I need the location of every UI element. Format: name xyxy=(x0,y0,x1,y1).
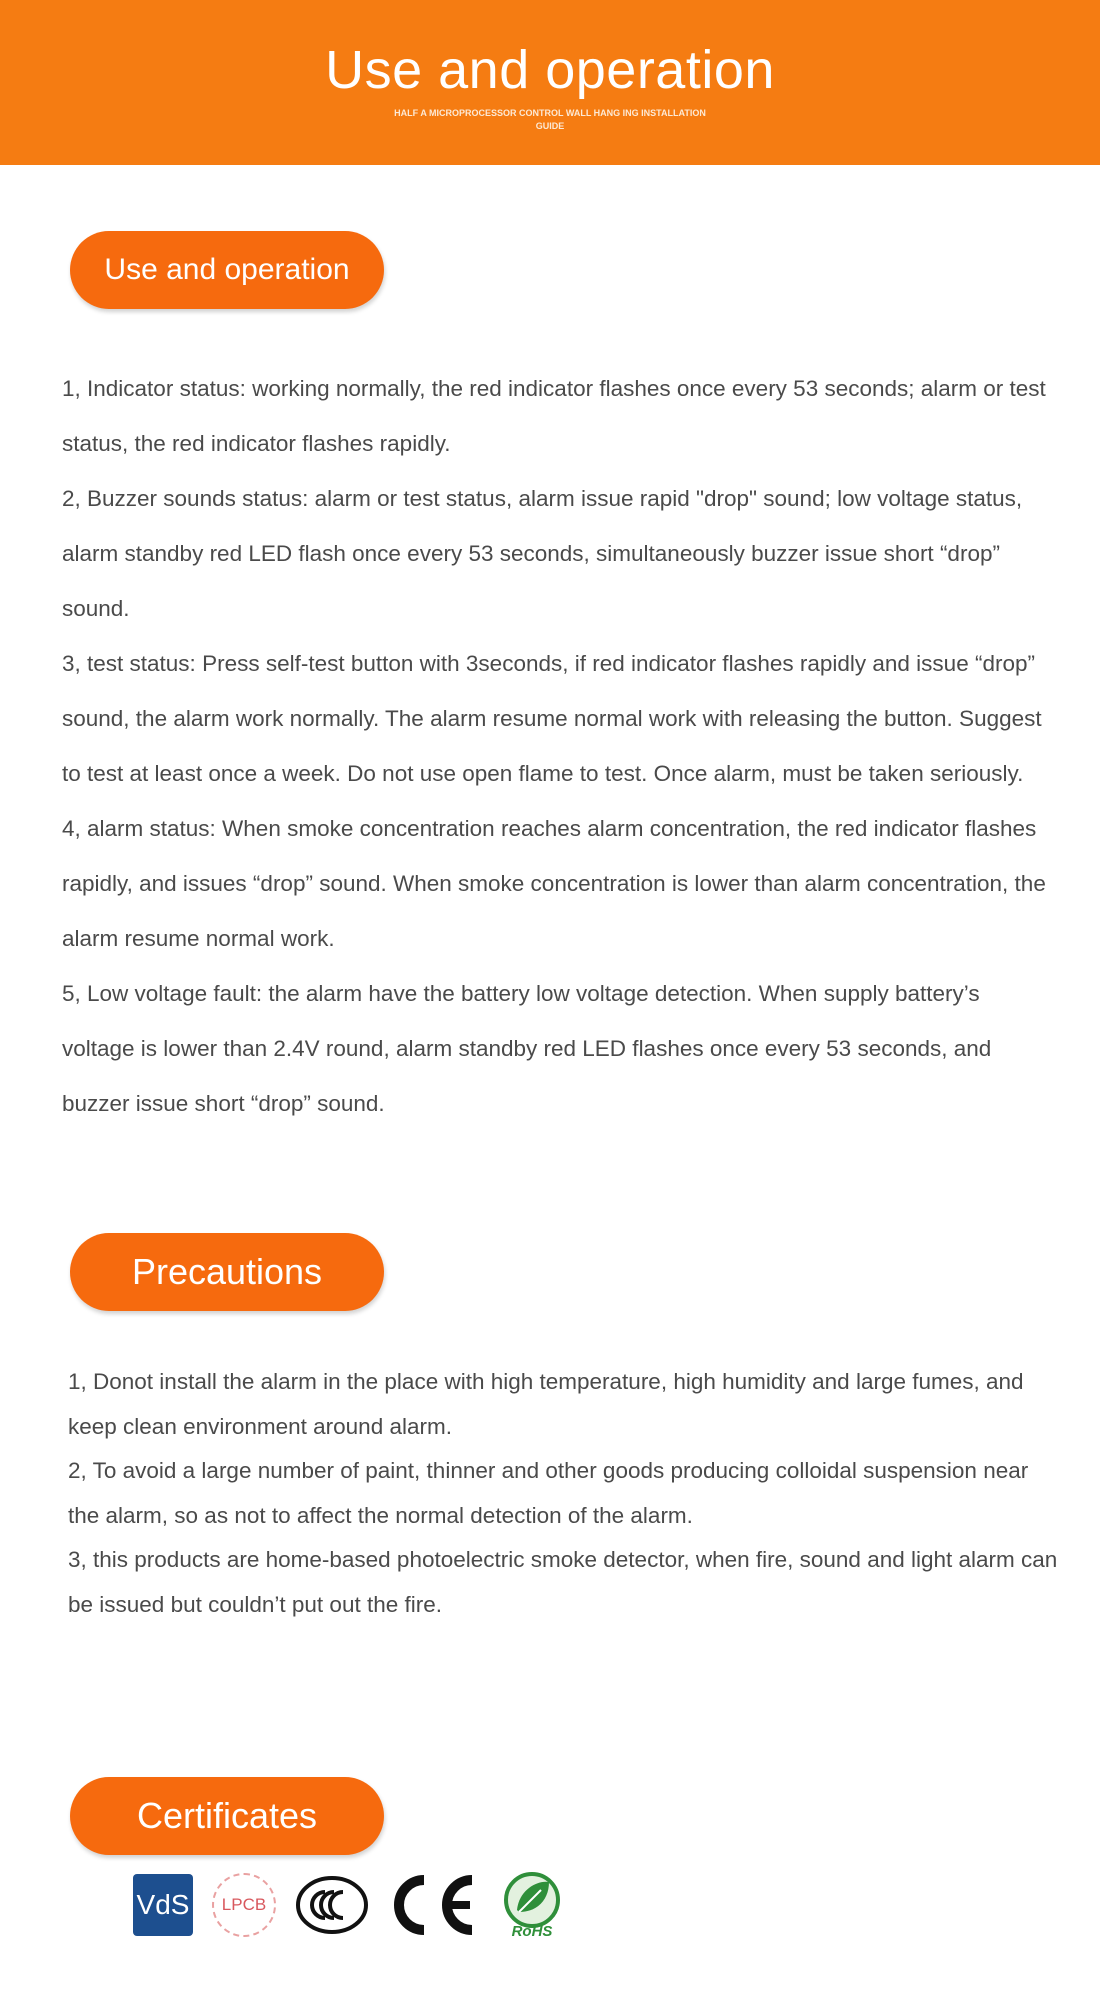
precaution-item-1: 1, Donot install the alarm in the place with high temperature, high humidity and large fumes, and keep clean environment around alarm. xyxy=(68,1369,1024,1439)
lpcb-logo: LPCB xyxy=(212,1873,276,1937)
precautions-section-title: Precautions xyxy=(70,1233,384,1311)
vds-logo: VdS xyxy=(133,1874,193,1936)
banner-title: Use and operation xyxy=(325,40,775,100)
usage-item-5: 5, Low voltage fault: the alarm have the battery low voltage detection. When supply battery’s voltage is lower than 2.4V round, alarm standby red LED flashes once every 53 seconds, and buzzer issue short “drop” sound. xyxy=(62,981,992,1116)
ccc-icon xyxy=(295,1875,369,1935)
precautions-list xyxy=(68,1360,1058,1627)
banner-subtitle: HALF A MICROPROCESSOR CONTROL WALL HANG ING INSTALLATION GUIDE xyxy=(394,108,706,131)
rohs-icon xyxy=(497,1870,567,1940)
certificates-section-title: Certificates xyxy=(70,1777,384,1855)
precaution-item-2: 2, To avoid a large number of paint, thinner and other goods producing colloidal suspension near the alarm, so as not to affect the normal detection of the alarm. xyxy=(68,1458,1029,1528)
header-banner xyxy=(0,0,1100,165)
svg-text:RoHS: RoHS xyxy=(511,1923,553,1940)
usage-item-1: 1, Indicator status: working normally, the red indicator flashes once every 53 seconds; alarm or test status, the red indicator flashes rapidly. xyxy=(62,376,1046,456)
usage-item-3: 3, test status: Press self-test button with 3seconds, if red indicator flashes rapidly and issue “drop” sound, the alarm work normally. The alarm resume normal work with releasing the button. Suggest to test at least once a week. Do not use open flame to test. Once alarm, must be taken seriously. xyxy=(62,651,1042,786)
usage-section-title: Use and operation xyxy=(70,231,384,309)
usage-item-2: 2, Buzzer sounds status: alarm or test status, alarm issue rapid "drop" sound; low voltage status, alarm standby red LED flash once every 53 seconds, simultaneously buzzer issue short “drop” sound. xyxy=(62,486,1023,621)
usage-list xyxy=(62,361,1052,1131)
ce-icon xyxy=(388,1872,478,1938)
certificate-logos xyxy=(133,1872,586,1938)
precaution-item-3: 3, this products are home-based photoelectric smoke detector, when fire, sound and light alarm can be issued but couldn’t put out the fire. xyxy=(68,1547,1058,1617)
usage-item-4: 4, alarm status: When smoke concentration reaches alarm concentration, the red indicator flashes rapidly, and issues “drop” sound. When smoke concentration is lower than alarm concentration, the alarm resume normal work. xyxy=(62,816,1046,951)
